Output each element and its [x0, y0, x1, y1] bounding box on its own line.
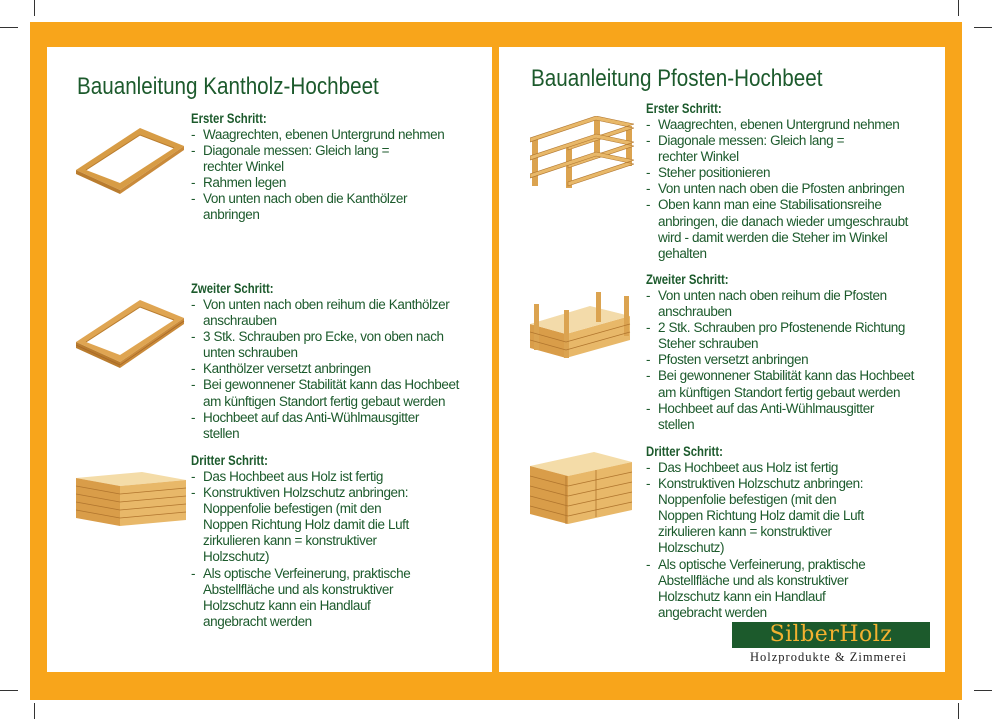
step-heading: Zweiter Schritt:: [646, 272, 729, 287]
crop-mark: [0, 690, 18, 691]
kantholz-raised-bed-illustration: [76, 472, 188, 528]
list-item: - Hochbeet auf das Anti-Wühlmausgitter stellen: [191, 410, 433, 442]
crop-mark: [0, 27, 18, 28]
logo-tagline: Holzprodukte & Zimmerei: [750, 650, 907, 664]
list-item: - Konstruktiven Holzschutz anbringen: Noppenfolie befestigen (mit den Noppen Richtung Holz damit die Luft zirkulieren kann = konstruktiver Holzschutz): [646, 476, 872, 556]
list-item: - Konstruktiven Holzschutz anbringen: Noppenfolie befestigen (mit den Noppen Richtung Holz damit die Luft zirkulieren kann = konstruktiver Holzschutz): [191, 485, 417, 565]
list-item: - Von unten nach oben die Pfosten anbringen: [646, 181, 936, 197]
list-item: - Das Hochbeet aus Holz ist fertig: [191, 469, 431, 485]
list-item: - Das Hochbeet aus Holz ist fertig: [646, 460, 886, 476]
crop-mark: [958, 703, 959, 719]
list-item: - Steher positionieren: [646, 165, 936, 181]
list-item: - Von unten nach oben reihum die Kanthölzer anschrauben: [191, 297, 465, 329]
list-item: - Diagonale messen: Gleich lang = rechter Winkel: [191, 143, 403, 175]
page-title-kantholz: Bauanleitung Kantholz-Hochbeet: [77, 73, 379, 100]
pfosten-walls-illustration: [530, 288, 634, 360]
list-item: - Oben kann man eine Stabilisationsreihe anbringen, die danach wieder umgeschraubt wird - damit werden die Steher im Winkel gehalten: [646, 197, 920, 261]
list-item: - 3 Stk. Schrauben pro Ecke, von oben nach unten schrauben: [191, 329, 453, 361]
list-item: - Kanthölzer versetzt anbringen: [191, 361, 461, 377]
logo-name: SilberHolz: [769, 622, 893, 647]
right-step-2: [646, 272, 936, 433]
list-item: - Bei gewonnener Stabilität kann das Hochbeet am künftigen Standort fertig gebaut werden: [191, 377, 465, 409]
list-item: - Hochbeet auf das Anti-Wühlmausgitter stellen: [646, 401, 888, 433]
list-item: - Von unten nach oben reihum die Pfosten anschrauben: [646, 288, 908, 320]
kantholz-frame-illustration: [76, 124, 186, 194]
left-step-2: [191, 281, 461, 442]
step-heading: Erster Schritt:: [191, 111, 267, 126]
crop-mark: [958, 0, 959, 16]
step-heading: Zweiter Schritt:: [191, 281, 274, 296]
crop-mark: [974, 27, 992, 28]
pfosten-raised-bed-illustration: [530, 452, 634, 526]
step-heading: Dritter Schritt:: [191, 453, 268, 468]
list-item: - Pfosten versetzt anbringen: [646, 352, 936, 368]
list-item: - Als optische Verfeinerung, praktische Abstellfläche und als konstruktiver Holzschutz kann ein Handlauf angebracht werden: [646, 557, 870, 621]
right-step-1: [646, 101, 936, 262]
left-step-1: [191, 111, 471, 224]
step-heading: Erster Schritt:: [646, 101, 722, 116]
list-item: - 2 Stk. Schrauben pro Pfostenende Richtung Steher schrauben: [646, 320, 920, 352]
list-item: - Von unten nach oben die Kanthölzer anbringen: [191, 191, 423, 223]
silberholz-logo: [732, 622, 930, 668]
list-item: - Bei gewonnener Stabilität kann das Hochbeet am künftigen Standort fertig gebaut werden: [646, 368, 920, 400]
page-title-pfosten: Bauanleitung Pfosten-Hochbeet: [531, 65, 823, 92]
step-heading: Dritter Schritt:: [646, 444, 723, 459]
left-step-3: [191, 453, 431, 630]
pfosten-frame-illustration: [530, 116, 634, 188]
list-item: - Rahmen legen: [191, 175, 471, 191]
right-step-3: [646, 444, 886, 621]
crop-mark: [34, 0, 35, 16]
list-item: - Diagonale messen: Gleich lang = rechter Winkel: [646, 133, 858, 165]
crop-mark: [974, 690, 992, 691]
list-item: - Als optische Verfeinerung, praktische Abstellfläche und als konstruktiver Holzschutz kann ein Handlauf angebracht werden: [191, 566, 415, 630]
crop-mark: [34, 703, 35, 719]
list-item: - Waagrechten, ebenen Untergrund nehmen: [191, 127, 471, 143]
kantholz-frame-screwed-illustration: [76, 296, 186, 370]
list-item: - Waagrechten, ebenen Untergrund nehmen: [646, 117, 936, 133]
